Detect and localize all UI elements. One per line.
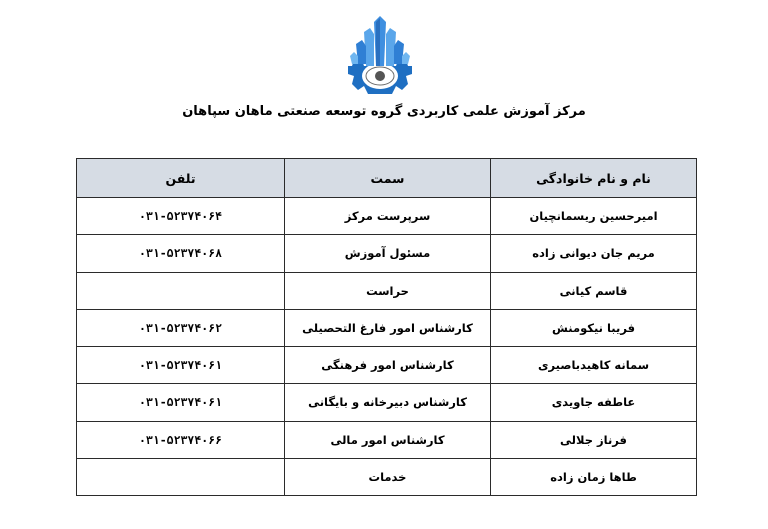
- cell-role: مسئول آموزش: [285, 235, 491, 272]
- table-row: [77, 235, 697, 272]
- cell-phone: ۰۳۱-۵۲۳۷۴۰۶۶: [77, 421, 285, 458]
- staff-directory-table: [76, 158, 697, 496]
- cell-name: فرناز جلالی: [491, 421, 697, 458]
- cell-phone: ۰۳۱-۵۲۳۷۴۰۶۴: [77, 198, 285, 235]
- table-row: [77, 421, 697, 458]
- table-row: [77, 309, 697, 346]
- org-title: مرکز آموزش علمی کاربردی گروه توسعه صنعتی ماهان سپاهان: [182, 104, 586, 119]
- industrial-group-logo-icon: [338, 14, 422, 98]
- cell-name: طاها زمان زاده: [491, 458, 697, 495]
- cell-phone: [77, 272, 285, 309]
- cell-role: خدمات: [285, 458, 491, 495]
- column-header-name: نام و نام خانوادگی: [491, 159, 697, 198]
- table-header-row: [77, 159, 697, 198]
- cell-role: حراست: [285, 272, 491, 309]
- cell-role: کارشناس امور فارغ التحصیلی: [285, 309, 491, 346]
- cell-name: امیرحسین ریسمانچیان: [491, 198, 697, 235]
- cell-role: سرپرست مرکز: [285, 198, 491, 235]
- table-row: [77, 198, 697, 235]
- table-row: [77, 347, 697, 384]
- table-row: [77, 384, 697, 421]
- cell-phone: [77, 458, 285, 495]
- cell-role: کارشناس امور مالی: [285, 421, 491, 458]
- table-row: [77, 458, 697, 495]
- cell-phone: ۰۳۱-۵۲۳۷۴۰۶۱: [77, 347, 285, 384]
- cell-phone: ۰۳۱-۵۲۳۷۴۰۶۱: [77, 384, 285, 421]
- cell-role: کارشناس دبیرخانه و بایگانی: [285, 384, 491, 421]
- column-header-phone: تلفن: [77, 159, 285, 198]
- cell-name: مریم جان دیوانی زاده: [491, 235, 697, 272]
- cell-name: فریبا نیکومنش: [491, 309, 697, 346]
- cell-name: عاطفه جاویدی: [491, 384, 697, 421]
- table-row: [77, 272, 697, 309]
- cell-name: سمانه کاهیدباصیری: [491, 347, 697, 384]
- cell-role: کارشناس امور فرهنگی: [285, 347, 491, 384]
- cell-phone: ۰۳۱-۵۲۳۷۴۰۶۸: [77, 235, 285, 272]
- logo-graphic: [338, 14, 422, 98]
- cell-name: قاسم کیانی: [491, 272, 697, 309]
- column-header-role: سمت: [285, 159, 491, 198]
- cell-phone: ۰۳۱-۵۲۳۷۴۰۶۲: [77, 309, 285, 346]
